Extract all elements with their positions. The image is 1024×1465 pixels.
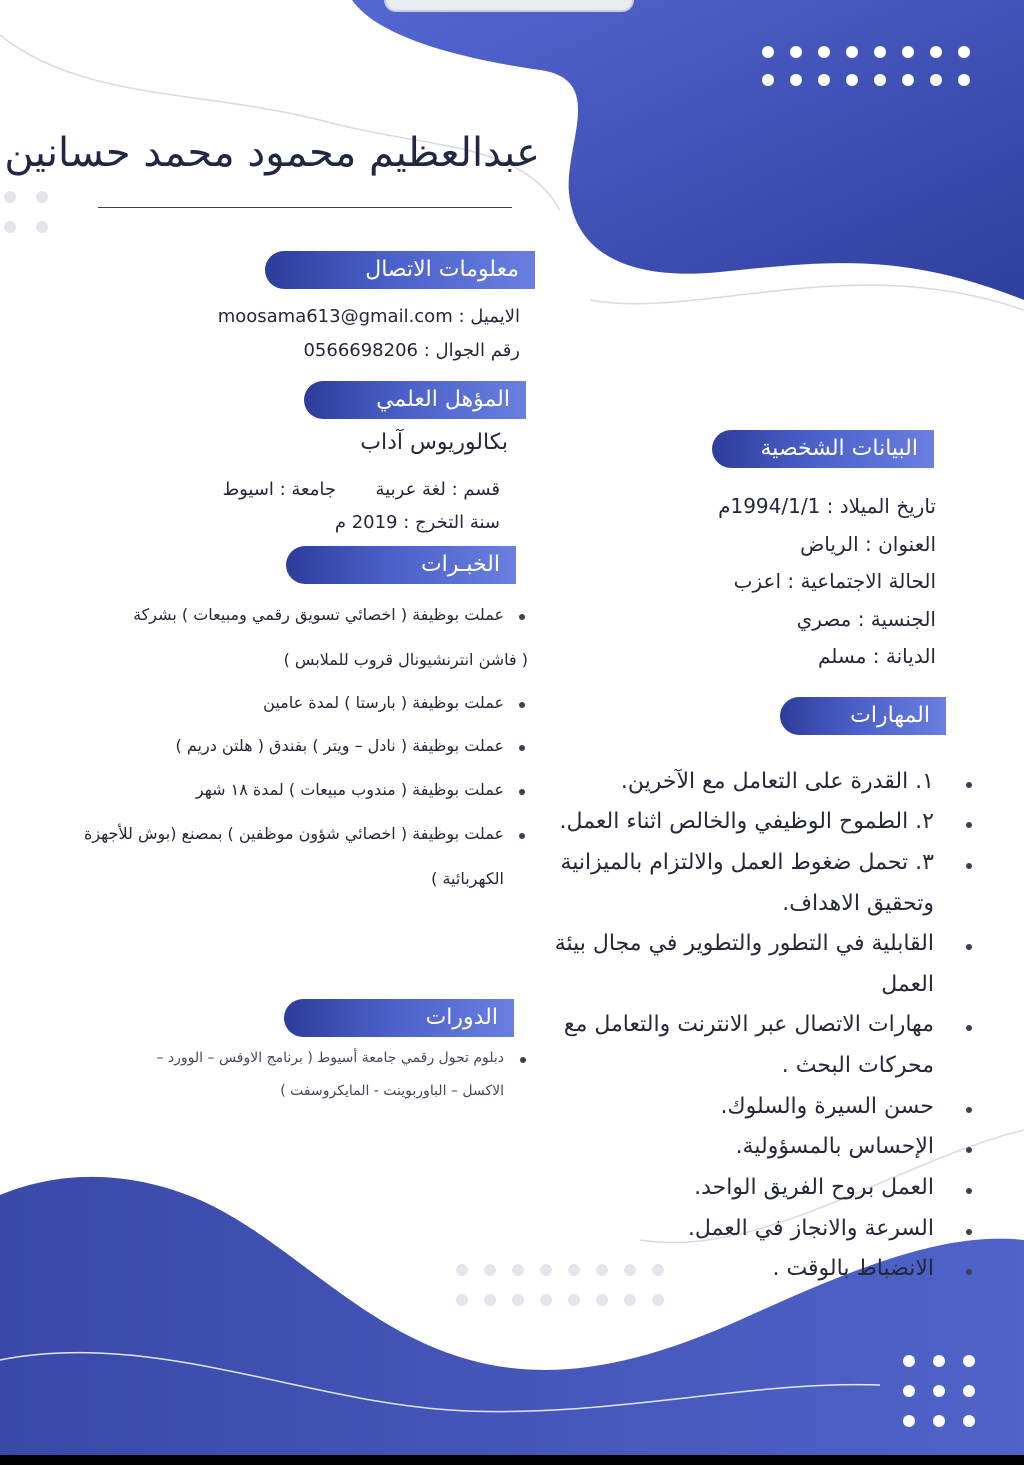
contact-header: معلومات الاتصال — [265, 251, 535, 289]
skills-bullet — [966, 1107, 972, 1113]
skills-line: مهارات الاتصال عبر الانترنت والتعامل مع — [563, 1012, 934, 1037]
bottom-bar — [0, 1455, 1024, 1465]
skills-line: محركات البحث . — [781, 1053, 934, 1078]
experience-bullet — [519, 702, 525, 708]
skills-line: الإحساس بالمسؤولية. — [735, 1134, 934, 1159]
courses-header: الدورات — [284, 999, 514, 1037]
education-graduation: سنة التخرج : 2019 م — [334, 512, 500, 533]
education-university: جامعة : اسيوط — [222, 479, 336, 500]
dots-bottom-right — [903, 1355, 975, 1427]
skills-bullet — [966, 1269, 972, 1275]
experience-item: عملت بوظيفة ( بارستا ) لمدة عامين — [263, 693, 504, 712]
skills-bullet — [966, 1188, 972, 1194]
full-name: عبدالعظيم محمود محمد حسانين — [4, 130, 540, 176]
skills-bullet — [966, 822, 972, 828]
experience-item: الكهربائية ) — [431, 869, 504, 888]
skills-line: ٢. الطموح الوظيفي والخالص اثناء العمل. — [559, 809, 934, 834]
dots-left — [4, 191, 48, 233]
dots-bottom-middle — [456, 1264, 664, 1306]
education-degree: بكالوريوس آداب — [360, 430, 508, 455]
personal-birth: تاريخ الميلاد : 1994/1/1م — [718, 494, 936, 518]
skills-line: العمل — [881, 972, 934, 997]
personal-address: العنوان : الرياض — [800, 532, 936, 556]
experience-item: عملت بوظيفة ( مندوب مبيعات ) لمدة ١٨ شهر — [195, 780, 504, 799]
education-department: قسم : لغة عربية — [375, 479, 500, 500]
skills-line: حسن السيرة والسلوك. — [720, 1094, 934, 1119]
experience-bullet — [519, 833, 525, 839]
personal-header: البيانات الشخصية — [712, 430, 934, 468]
courses-line: دبلوم تحول رقمي جامعة أسيوط ( برنامج الاوفس – الوورد – — [156, 1050, 504, 1066]
dots-top-right — [762, 46, 970, 86]
experience-bullet — [519, 789, 525, 795]
skills-line: وتحقيق الاهداف. — [782, 891, 934, 916]
experience-bullet — [519, 614, 525, 620]
skills-bullet — [966, 1147, 972, 1153]
skills-line: القابلية في التطور والتطوير في مجال بيئة — [554, 931, 934, 956]
experience-item: ( فاشن انترنشيونال قروب للملابس ) — [283, 650, 528, 669]
personal-religion: الديانة : مسلم — [817, 644, 936, 668]
name-underline — [98, 207, 512, 208]
experience-item: عملت بوظيفة ( اخصائي شؤون موظفين ) بمصنع (بوش للأجهزة — [83, 824, 504, 843]
skills-header: المهارات — [780, 697, 946, 735]
skills-line: السرعة والانجاز في العمل. — [687, 1216, 934, 1241]
skills-line: ١. القدرة على التعامل مع الآخرين. — [620, 769, 934, 794]
experience-item: عملت بوظيفة ( اخصائي تسويق رقمي ومبيعات ) بشركة — [133, 605, 504, 624]
skills-bullet — [966, 782, 972, 788]
skills-bullet — [966, 1025, 972, 1031]
experience-item: عملت بوظيفة ( نادل – ويتر ) بفندق ( هلتن دريم ) — [175, 736, 504, 755]
contact-phone: رقم الجوال : 0566698206 — [303, 340, 520, 361]
education-header: المؤهل العلمي — [304, 381, 526, 419]
courses-bullet — [520, 1057, 526, 1063]
experience-header: الخبـرات — [286, 546, 516, 584]
courses-line: الاكسل – الباوربوينت - المايكروسفت ) — [280, 1083, 504, 1099]
top-tab — [384, 0, 634, 12]
skills-bullet — [966, 1229, 972, 1235]
experience-bullet — [519, 745, 525, 751]
personal-nationality: الجنسية : مصري — [796, 607, 936, 631]
skills-bullet — [966, 863, 972, 869]
personal-marital: الحالة الاجتماعية : اعزب — [733, 569, 936, 593]
contact-email: الايميل : moosama613@gmail.com — [217, 306, 520, 327]
skills-line: الانضباط بالوقت . — [772, 1256, 934, 1281]
skills-bullet — [966, 944, 972, 950]
skills-line: العمل بروح الفريق الواحد. — [694, 1175, 934, 1200]
skills-line: ٣. تحمل ضغوط العمل والالتزام بالميزانية — [560, 850, 934, 875]
